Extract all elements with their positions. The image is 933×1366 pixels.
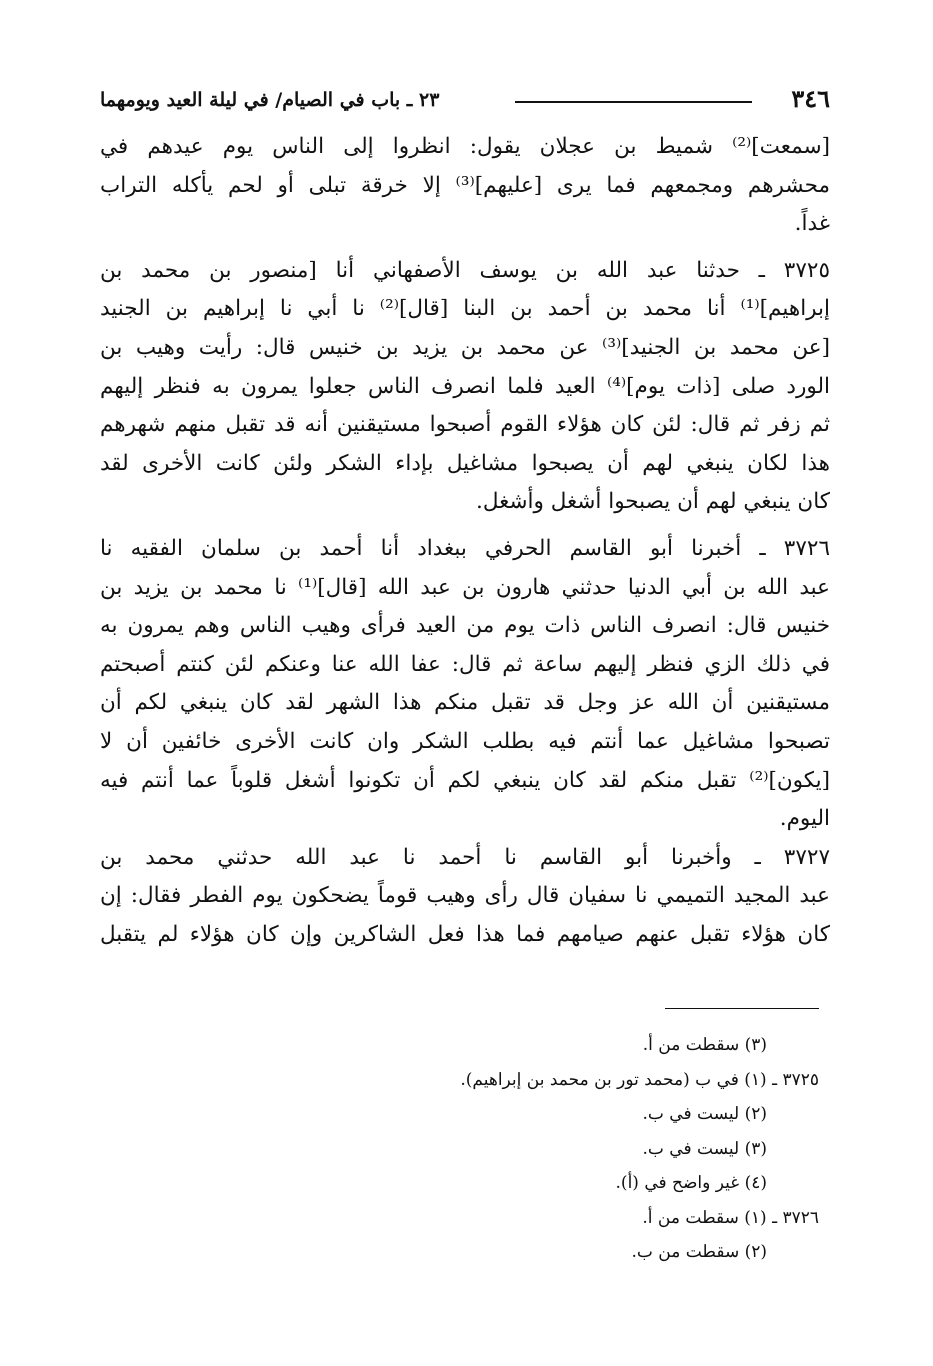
running-title: ٢٣ ـ باب في الصيام/ في ليلة العيد ويومهما	[100, 89, 440, 111]
text-line: ثم زفر ثم قال: لئن كان هؤلاء القوم أصبحوا مستيقنين أنه قد تقبل منهم شهرهم	[100, 412, 830, 438]
footnote: (٢) سقطت من ب.	[631, 1242, 767, 1262]
text-line: [سمعت]⁽²⁾ شميط بن عجلان يقول: انظروا إلى الناس يوم عيدهم في	[100, 134, 830, 159]
text-line: [عن محمد بن الجنيد]⁽³⁾ عن محمد بن يزيد بن خنيس قال: رأيت وهيب بن	[100, 334, 830, 360]
text-line: ٣٧٢٦ ـ أخبرنا أبو القاسم الحرفي ببغداد أنا أحمد بن سلمان الفقيه نا	[100, 535, 830, 561]
text-line: محشرهم ومجمعهم فما يرى [عليهم]⁽³⁾ إلا خرقة تبلى أو لحم يأكله التراب	[100, 172, 830, 198]
text-line: [يكون]⁽²⁾ تقبل منكم لقد كان ينبغي لكم أن تكونوا أشغل قلوباً عما أنتم فيه	[100, 767, 830, 793]
footnote: ٣٧٢٥ ـ (١) في ب (محمد تور بن محمد بن إبراهيم).	[460, 1069, 819, 1090]
text-line: مستيقنين أن الله عز وجل قد تقبل منكم هذا الشهر لقد كان ينبغي لكم أن	[100, 690, 830, 716]
main-text	[100, 128, 830, 954]
paragraph-3726	[100, 530, 830, 839]
paragraph-3725	[100, 252, 830, 522]
paragraph-3727	[100, 839, 830, 955]
text-line: عبد الله بن أبي الدنيا حدثني هارون بن عبد الله [قال]⁽¹⁾ نا محمد بن يزيد بن	[100, 574, 830, 600]
footnotes	[119, 1028, 819, 1270]
footnote: (٣) ليست في ب.	[642, 1138, 767, 1159]
text-line: ٣٧٢٧ ـ وأخبرنا أبو القاسم نا أحمد نا عبد الله حدثني محمد بن	[100, 844, 830, 870]
text-line: عبد المجيد التميمي نا سفيان قال رأى وهيب قوماً يضحكون يوم الفطر فقال: إن	[100, 883, 830, 909]
footnote: (٣) سقطت من أ.	[642, 1035, 767, 1055]
text-line: في ذلك الزي فنظر إليهم ساعة ثم قال: عفا الله عنا وعنكم لئن كنتم أصبحتم	[100, 651, 830, 677]
text-line: إبراهيم]⁽¹⁾ أنا محمد بن أحمد بن البنا [قال]⁽²⁾ نا أبي نا إبراهيم بن الجنيد	[100, 296, 830, 322]
footnote: (٤) غير واضح في (أ).	[615, 1173, 767, 1193]
page-number: ٣٤٦	[791, 84, 830, 113]
text-line: تصبحوا مشاغيل عما أنتم فيه بطلب الشكر وان كانت الأخرى خائفين أن لا	[100, 728, 830, 754]
text-line: اليوم.	[779, 806, 830, 832]
footnote-separator	[665, 1008, 819, 1009]
paragraph-continuation	[100, 128, 830, 244]
text-line: الورد صلى [ذات يوم]⁽⁴⁾ العيد فلما انصرف الناس جعلوا يمرون به فنظر إليهم	[100, 373, 830, 399]
text-line: خنيس قال: انصرف الناس ذات يوم من العيد فرأى وهيب الناس وهم يمرون به	[100, 613, 830, 639]
footnote: (٢) ليست في ب.	[642, 1104, 767, 1124]
page-header	[100, 84, 830, 120]
text-line: هذا لكان ينبغي لهم أن يصبحوا مشاغيل بإداء الشكر ولئن كانت الأخرى لقد	[100, 450, 830, 476]
text-line: غداً.	[794, 211, 830, 237]
text-line: كان ينبغي لهم أن يصبحوا أشغل وأشغل.	[476, 489, 830, 515]
header-rule	[515, 101, 752, 103]
text-line: كان هؤلاء تقبل عنهم صيامهم فما هذا فعل الشاكرين وإن كان هؤلاء لم يتقبل	[100, 921, 830, 947]
footnote: ٣٧٢٦ ـ (١) سقطت من أ.	[642, 1207, 819, 1228]
text-line: ٣٧٢٥ ـ حدثنا عبد الله بن يوسف الأصفهاني أنا [منصور بن محمد بن	[100, 257, 830, 283]
